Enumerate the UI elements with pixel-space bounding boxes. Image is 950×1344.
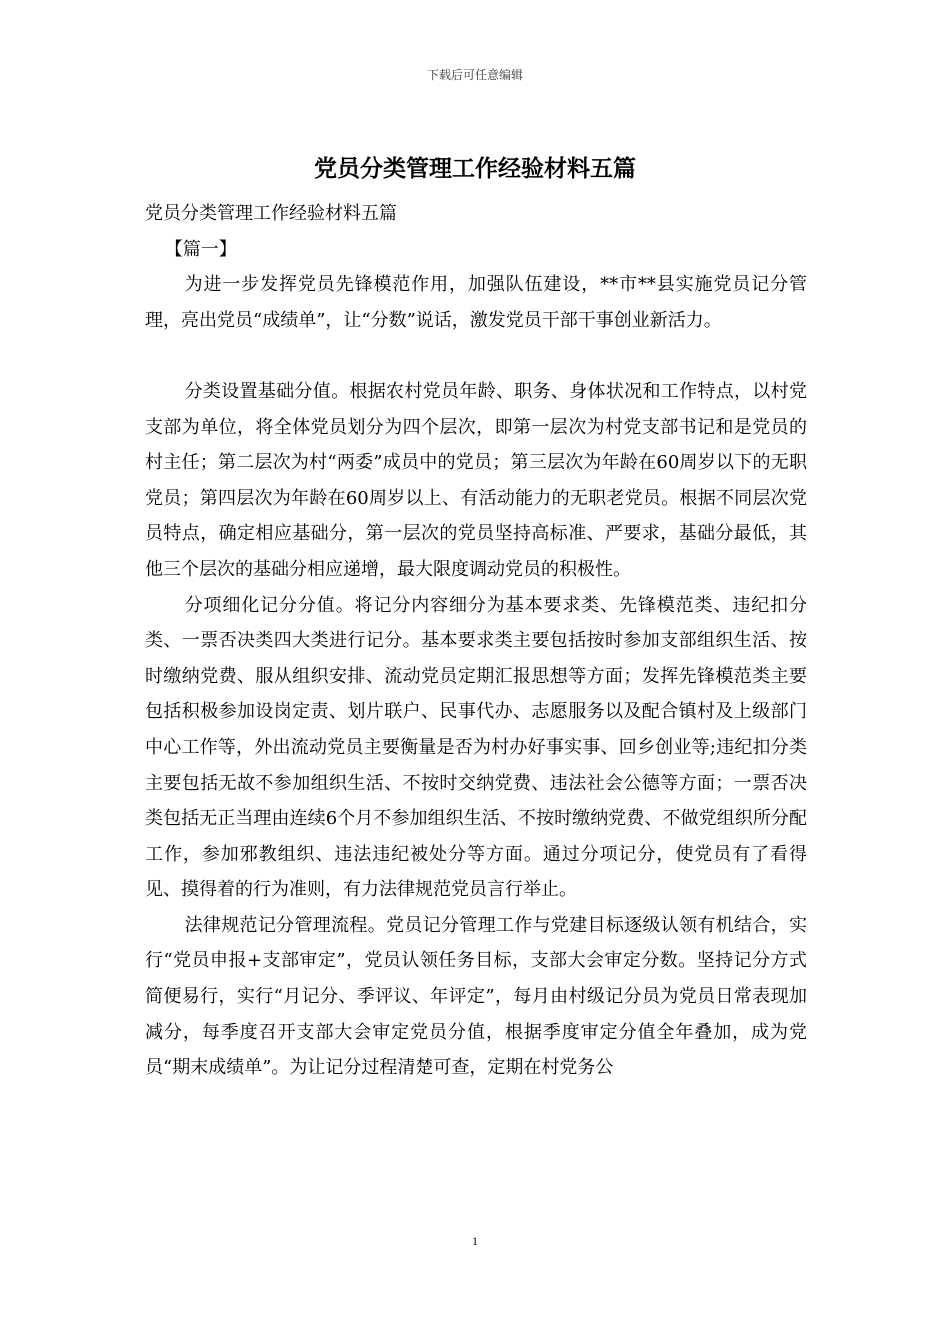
section-label: 【篇一】 [164, 238, 237, 260]
page-number: 1 [472, 1234, 478, 1248]
paragraph-scoring-process: 法律规范记分管理流程。党员记分管理工作与党建目标逐级认领有机结合，实行“党员申报+支部审定”，党员认领任务目标，支部大会审定分数。坚持记分方式简便易行，实行“月记分、季评议、年评定”，每月由村级记分员为党员日常表现加减分，每季度召开支部大会审定党员分值，根据季度审定分值全年叠加，成为党员“期末成绩单”。为让记分过程清楚可查，定期在村党务公 [145, 914, 807, 1079]
header-note: 下载后可任意编辑 [426, 68, 523, 82]
paragraph-itemized-score: 分项细化记分分值。将记分内容细分为基本要求类、先锋模范类、违纪扣分类、一票否决类四大类进行记分。基本要求类主要包括按时参加支部组织生活、按时缴纳党费、服从组织安排、流动党员定期汇报思想等方面；发挥先锋模范类主要包括积极参加设岗定责、划片联户、民事代办、志愿服务以及配合镇村及上级部门中心工作等，外出流动党员主要衡量是否为村办好事实事、回乡创业等;违纪扣分类主要包括无故不参加组织生活、不按时交纳党费、违法社会公德等方面；一票否决类包括无正当理由连续6个月不参加组织生活、不按时缴纳党费、不做党组织所分配工作，参加邪教组织、违法违纪被处分等方面。通过分项记分，使党员有了看得见、摸得着的行为准则，有力法律规范党员言行举止。 [145, 594, 807, 901]
paragraph-intro: 为进一步发挥党员先锋模范作用，加强队伍建设，**市**县实施党员记分管理，亮出党员“成绩单”，让“分数”说话，激发党员干部干事创业新活力。 [145, 274, 807, 331]
document-body [145, 196, 807, 1086]
document-title: 党员分类管理工作经验材料五篇 [314, 156, 636, 182]
paragraph-spacer [145, 338, 807, 374]
paragraph-base-score: 分类设置基础分值。根据农村党员年龄、职务、身体状况和工作特点，以村党支部为单位，将全体党员划分为四个层次，即第一层次为村党支部书记和是党员的村主任；第二层次为村“两委”成员中的党员；第三层次为年龄在60周岁以下的无职党员；第四层次为年龄在60周岁以上、有活动能力的无职老党员。根据不同层次党员特点，确定相应基础分，第一层次的党员坚持高标准、严要求，基础分最低，其他三个层次的基础分相应递增，最大限度调动党员的积极性。 [145, 380, 807, 580]
document-subtitle: 党员分类管理工作经验材料五篇 [145, 203, 397, 224]
